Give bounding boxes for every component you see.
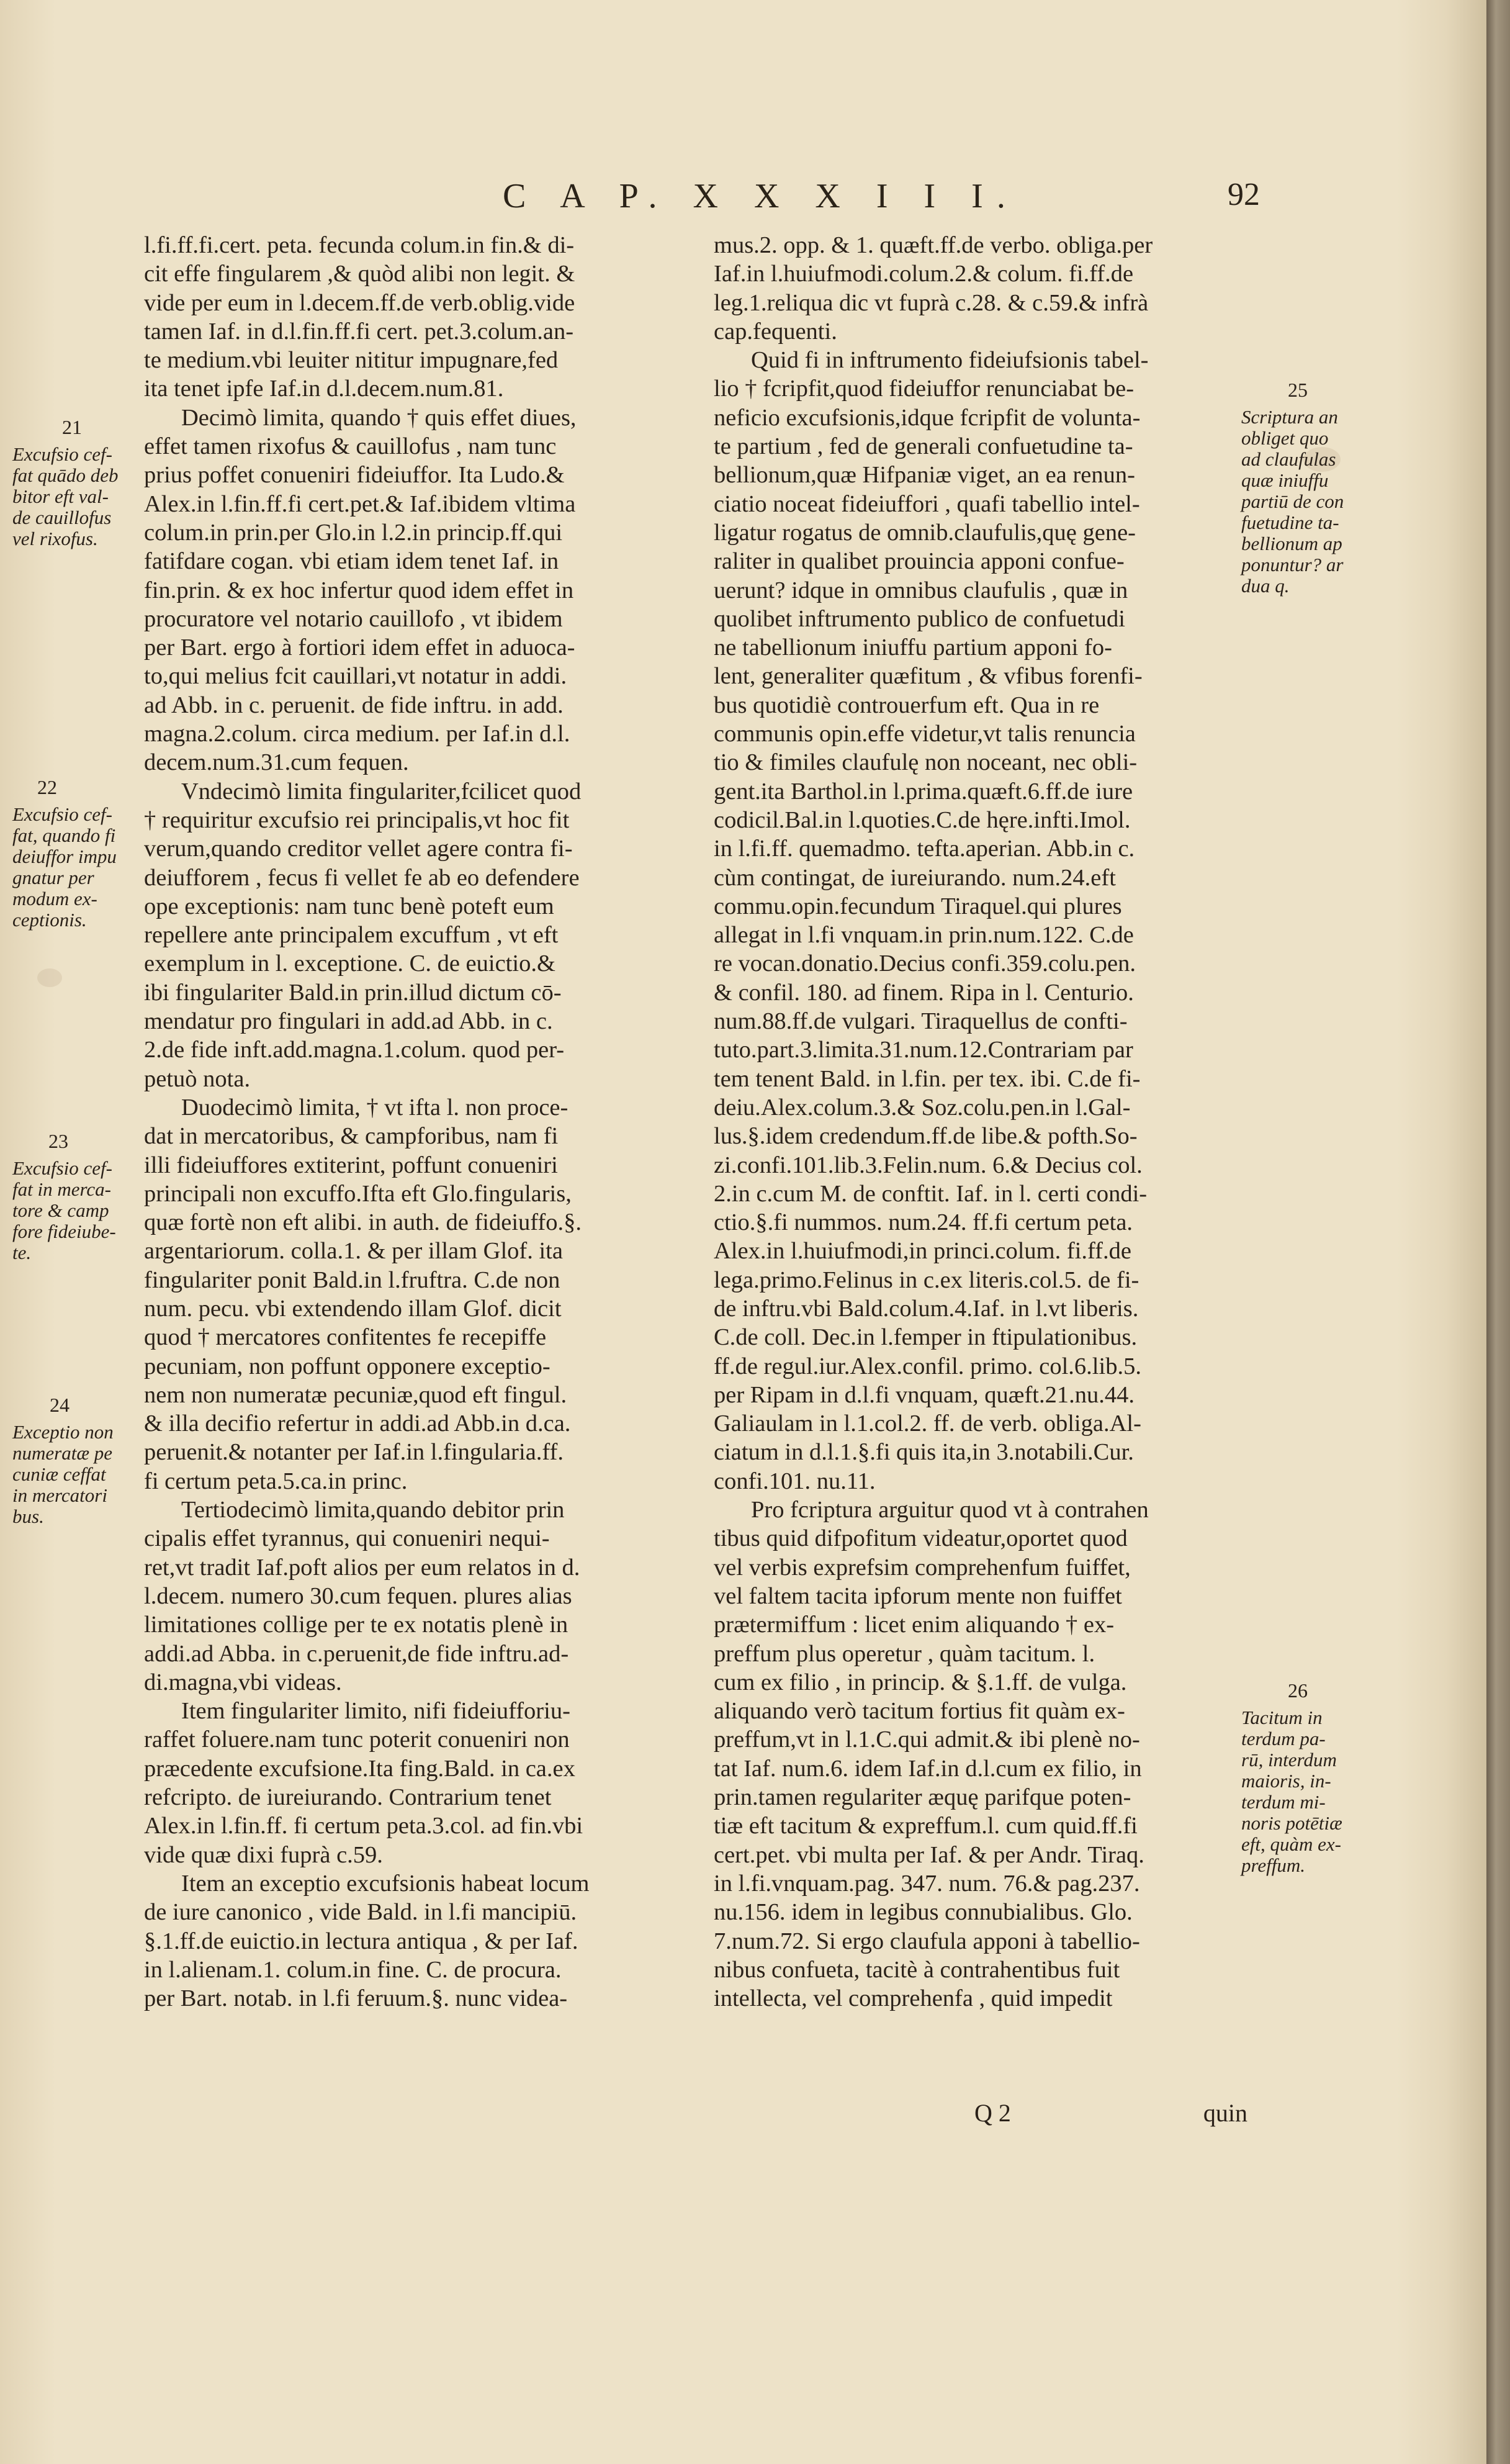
catchword-line (974, 2098, 1247, 2129)
margin-note-line: fat quādo deb (12, 464, 119, 486)
text-line: pecuniam, non poffunt opponere exceptio- (144, 1353, 551, 1379)
text-line: fingulariter ponit Bald.in l.fruftra. C.de non (144, 1266, 560, 1293)
margin-note-line: quæ iniuffu (1241, 469, 1329, 491)
text-line: lent, generaliter quæfitum , & vfibus forenfi- (714, 663, 1143, 690)
text-line: cum ex filio , in princip. & §.1.ff. de vulga. (714, 1669, 1127, 1695)
page-number: 92 (1228, 177, 1260, 212)
text-line: tibus quid difpofitum videatur,oportet quod (714, 1525, 1128, 1552)
margin-note-line: maioris, in- (1241, 1770, 1331, 1792)
text-line: lio † fcripfit,quod fideiuffor renunciabat be- (714, 376, 1135, 402)
catchword: quin (1203, 2099, 1247, 2127)
text-line: leg.1.reliqua dic vt fuprà c.28. & c.59.& infrà (714, 289, 1149, 316)
text-line: 2.de fide inft.add.magna.1.colum. quod per- (144, 1037, 565, 1063)
text-line: exemplum in l. exceptione. C. de euictio.& (144, 950, 555, 977)
margin-note-line: Excufsio cef- (12, 803, 112, 825)
margin-note-line: vel rixofus. (12, 528, 98, 549)
text-line: petuò nota. (144, 1065, 251, 1092)
text-line: tio & fimiles claufulę non noceant, nec obli- (714, 749, 1138, 776)
text-line: tamen Iaf. in d.l.fin.ff.fi cert. pet.3.colum.an- (144, 318, 574, 345)
margin-note-line: dua q. (1241, 575, 1290, 597)
text-line: gent.ita Barthol.in l.prima.quæft.6.ff.de iure (714, 778, 1133, 805)
margin-note-number: 23 (48, 1130, 68, 1152)
text-line: de inftru.vbi Bald.colum.4.Iaf. in l.vt liberis. (714, 1295, 1139, 1322)
text-line: prius poffet conueniri fideiuffor. Ita Ludo.& (144, 462, 565, 489)
text-line: preffum,vt in l.1.C.qui admit.& ibi plenè no- (714, 1726, 1140, 1753)
text-line: bellionum,quæ Hifpaniæ viget, an ea renun- (714, 462, 1135, 489)
text-line: fi certum peta.5.ca.in princ. (144, 1468, 408, 1494)
text-line: prætermiffum : licet enim aliquando † ex- (714, 1612, 1115, 1638)
signature-mark: Q 2 (974, 2099, 1011, 2127)
text-line: † requiritur excufsio rei principalis,vt hoc fit (144, 806, 570, 833)
paper-stain (37, 968, 62, 987)
text-line: preffum plus operetur , quàm tacitum. l. (714, 1640, 1095, 1667)
text-line: num. pecu. vbi extendendo illam Glof. dicit (144, 1295, 562, 1322)
text-line: zi.confi.101.lib.3.Felin.num. 6.& Decius col. (714, 1152, 1143, 1178)
text-line: intellecta, vel comprehenfa , quid impedit (714, 1985, 1113, 2012)
margin-note-line: eft, quàm ex- (1241, 1833, 1341, 1855)
margin-note-line: terdum mi- (1241, 1791, 1326, 1813)
page-edge (1486, 0, 1510, 2464)
text-line: raffet foluere.nam tunc poterit conueniri non (144, 1726, 570, 1753)
text-line: nem non numeratæ pecuniæ,quod eft fingul. (144, 1381, 567, 1408)
text-line: præcedente excufsione.Ita fing.Bald. in ca.ex (144, 1755, 575, 1782)
text-line: lus.§.idem credendum.ff.de libe.& pofth.So- (714, 1123, 1138, 1150)
text-line: quod † mercatores confitentes fe recepiffe (144, 1324, 547, 1351)
text-line: ita tenet ipfe Iaf.in d.l.decem.num.81. (144, 376, 504, 402)
text-line: peruenit.& notanter per Iaf.in l.fingularia.ff. (144, 1439, 564, 1466)
text-line: uerunt? idque in omnibus claufulis , quæ in (714, 577, 1128, 603)
text-line: vide quæ dixi fuprà c.59. (144, 1841, 383, 1868)
text-line: fatifdare cogan. vbi etiam idem tenet Iaf. in (144, 548, 559, 575)
text-line: mendatur pro fingulari in add.ad Abb. in c. (144, 1008, 553, 1035)
text-line: 2.in c.cum M. de conftit. Iaf. in l. certi condi- (714, 1180, 1148, 1207)
text-line: ciatum in d.l.1.§.fi quis ita,in 3.notabili.Cur. (714, 1439, 1134, 1466)
text-line: ret,vt tradit Iaf.poft alios per eum relatos in d. (144, 1554, 580, 1581)
text-line: neficio excufsionis,idque fcripfit de volunta- (714, 404, 1141, 431)
text-line: raliter in qualibet prouincia apponi confue- (714, 548, 1125, 575)
text-line: Galiaulam in l.1.col.2. ff. de verb. obliga.Al- (714, 1410, 1141, 1437)
text-line: & confil. 180. ad finem. Ripa in l. Centurio. (714, 979, 1134, 1006)
margin-note-line: Tacitum in (1241, 1707, 1323, 1728)
running-head (124, 176, 1260, 220)
text-line: num.88.ff.de vulgari. Tiraquellus de confti- (714, 1008, 1128, 1035)
text-line: dat in mercatoribus, & campforibus, nam fi (144, 1123, 559, 1150)
margin-note-line: Excufsio cef- (12, 1157, 112, 1179)
text-line: Iaf.in l.huiufmodi.colum.2.& colum. fi.ff.de (714, 261, 1134, 287)
text-line: per Bart. notab. in l.fi feruum.§. nunc videa- (144, 1985, 568, 2012)
text-line: ctio.§.fi nummos. num.24. ff.fi certum peta. (714, 1209, 1133, 1236)
text-line: repellere ante principalem excuffum , vt eft (144, 922, 559, 949)
text-line: prin.tamen regulariter æquę parifque poten- (714, 1784, 1131, 1811)
margin-note-line: fore fideiube- (12, 1221, 116, 1242)
text-line: cipalis effet tyrannus, qui conueniri nequi- (144, 1525, 550, 1552)
text-line: di.magna,vbi videas. (144, 1669, 342, 1695)
text-line: vide per eum in l.decem.ff.de verb.oblig.vide (144, 289, 575, 316)
text-line: Tertiodecimò limita,quando debitor prin (181, 1497, 565, 1523)
margin-note-line: bellionum ap (1241, 533, 1342, 554)
text-line: to,qui melius fcit cauillari,vt notatur in addi. (144, 663, 567, 690)
text-line: argentariorum. colla.1. & per illam Glof. ita (144, 1238, 563, 1265)
text-line: l.fi.ff.fi.cert. peta. fecunda colum.in fin.& di- (144, 232, 575, 258)
text-line: in l.fi.ff. quemadmo. tefta.aperian. Abb.in c. (714, 836, 1135, 862)
margin-note-line: deiuffor impu (12, 846, 117, 867)
margin-note-line: tore & camp (12, 1199, 109, 1221)
text-line: illi fideiuffores extiterint, poffunt conueniri (144, 1152, 558, 1178)
text-line: deiu.Alex.colum.3.& Soz.colu.pen.in l.Gal- (714, 1094, 1131, 1121)
text-line: Vndecimò limita fingulariter,fcilicet quod (181, 778, 582, 805)
margin-note-line: Excufsio cef- (12, 443, 112, 465)
text-line: limitationes collige per te ex notatis plenè in (144, 1612, 568, 1638)
text-line: 7.num.72. Si ergo claufula apponi à tabellio- (714, 1928, 1140, 1954)
text-line: & illa decifio refertur in addi.ad Abb.in d.ca. (144, 1410, 571, 1437)
text-line: te partium , fed de generali confuetudine ta- (714, 433, 1133, 460)
text-line: communis opin.effe videtur,vt talis renuncia (714, 721, 1136, 747)
text-line: Item fingulariter limito, nifi fideiufforiu- (181, 1698, 570, 1725)
text-line: in l.fi.vnquam.pag. 347. num. 76.& pag.237. (714, 1870, 1140, 1897)
margin-note-line: in mercatori (12, 1484, 107, 1506)
text-line: magna.2.colum. circa medium. per Iaf.in d.l. (144, 721, 570, 747)
margin-note-line: terdum pa- (1241, 1728, 1326, 1749)
text-line: mus.2. opp. & 1. quæft.ff.de verbo. obliga.per (714, 232, 1153, 258)
margin-note-line: preffum. (1241, 1854, 1306, 1876)
margin-note-line: fat in merca- (12, 1178, 111, 1200)
text-line: procuratore vel notario cauillofo , vt ibidem (144, 605, 563, 632)
text-line: confi.101. nu.11. (714, 1468, 876, 1494)
text-line: C.de coll. Dec.in l.femper in ftipulationibus. (714, 1324, 1138, 1351)
margin-note-number: 25 (1288, 379, 1308, 401)
margin-note (12, 804, 117, 931)
text-line: per Bart. ergo à fortiori idem effet in aduoca- (144, 634, 575, 661)
text-line: tem tenent Bald. in l.fin. per tex. ibi. C.de fi- (714, 1065, 1141, 1092)
text-line: colum.in prin.per Glo.in l.2.in princip.ff.qui (144, 519, 563, 546)
margin-note-line: partiū de con (1241, 490, 1344, 512)
text-line: lega.primo.Felinus in c.ex literis.col.5. de fi- (714, 1266, 1139, 1293)
margin-note-number: 22 (37, 776, 57, 798)
text-line: addi.ad Abba. in c.peruenit,de fide inftru.ad- (144, 1640, 569, 1667)
text-line: effet tamen rixofus & cauillofus , nam tunc (144, 433, 557, 460)
margin-note-line: fuetudine ta- (1241, 512, 1339, 533)
margin-note (12, 1422, 114, 1527)
text-line: l.decem. numero 30.cum fequen. plures alias (144, 1582, 572, 1609)
text-line: Pro fcriptura arguitur quod vt à contrahen (751, 1497, 1149, 1523)
margin-note-line: Exceptio non (12, 1421, 114, 1443)
margin-note-line: te. (12, 1242, 32, 1263)
margin-note (12, 444, 119, 549)
margin-note-line: modum ex- (12, 888, 97, 909)
margin-note-number: 24 (50, 1394, 70, 1416)
text-line: commu.opin.fecundum Tiraquel.qui plures (714, 893, 1122, 919)
text-line: ciatio noceat fideiuffori , quafi tabellio intel- (714, 490, 1140, 517)
margin-note-line: fat, quando fi (12, 824, 116, 846)
left-text-column (144, 231, 678, 2013)
margin-note (1241, 407, 1344, 597)
text-line: vel faltem tacita ipforum mente non fuiffet (714, 1582, 1122, 1609)
margin-note-line: gnatur per (12, 867, 94, 888)
text-line: cit effe fingularem ,& quòd alibi non legit. & (144, 261, 575, 287)
margin-note-line: noris potētiæ (1241, 1812, 1342, 1834)
text-line: refcripto. de iureiurando. Contrarium tenet (144, 1784, 552, 1811)
text-line: quæ fortè non eft alibi. in auth. de fideiuffo.§. (144, 1209, 582, 1236)
margin-note-line: numeratæ pe (12, 1442, 113, 1464)
text-line: tat Iaf. num.6. idem Iaf.in d.l.cum ex filio, in (714, 1755, 1142, 1782)
text-line: ibi fingulariter Bald.in prin.illud dictum cō- (144, 979, 562, 1006)
text-line: Duodecimò limita, † vt ifta l. non proce- (181, 1094, 568, 1121)
text-line: tiæ eft tacitum & expreffum.l. cum quid.ff.fi (714, 1813, 1138, 1839)
text-line: te medium.vbi leuiter nititur impugnare,fed (144, 347, 559, 374)
text-line: per Ripam in d.l.fi vnquam, quæft.21.nu.44. (714, 1381, 1135, 1408)
text-line: Decimò limita, quando † quis effet diues, (181, 404, 577, 431)
text-line: codicil.Bal.in l.quoties.C.de hęre.infti.Imol. (714, 806, 1131, 833)
right-text-column (714, 231, 1247, 2013)
margin-note-number: 26 (1288, 1679, 1308, 1702)
text-line: in l.alienam.1. colum.in fine. C. de procura. (144, 1956, 562, 1983)
text-line: Alex.in l.fin.ff.fi cert.pet.& Iaf.ibidem vltima (144, 490, 576, 517)
text-line: cert.pet. vbi multa per Iaf. & per Andr. Tiraq. (714, 1841, 1144, 1868)
margin-note-line: cuniæ ceffat (12, 1463, 106, 1485)
text-line: Item an exceptio excufsionis habeat locum (181, 1870, 590, 1897)
text-line: Alex.in l.huiufmodi,in princi.colum. fi.ff.de (714, 1238, 1131, 1265)
text-line: nibus confueta, tacitè à contrahentibus fuit (714, 1956, 1120, 1983)
text-line: aliquando verò tacitum fortius fit quàm ex- (714, 1698, 1125, 1725)
text-line: allegat in l.fi vnquam.in prin.num.122. C.de (714, 922, 1134, 949)
text-line: fin.prin. & ex hoc infertur quod idem effet in (144, 577, 574, 603)
text-line: quolibet inftrumento publico de confuetudi (714, 605, 1125, 632)
text-line: principali non excuffo.Ifta eft Glo.fingularis, (144, 1180, 572, 1207)
margin-note (12, 1158, 116, 1263)
text-line: cap.fequenti. (714, 318, 837, 345)
text-line: ff.de regul.iur.Alex.confil. primo. col.6.lib.5. (714, 1353, 1141, 1379)
margin-note-line: ponuntur? ar (1241, 554, 1344, 575)
margin-note-line: rū, interdum (1241, 1749, 1337, 1771)
text-line: Alex.in l.fin.ff. fi certum peta.3.col. ad fin.vbi (144, 1813, 583, 1839)
text-line: cùm contingat, de iureiurando. num.24.eft (714, 864, 1116, 891)
text-line: ne tabellionum iniuffu partium apponi fo- (714, 634, 1112, 661)
margin-note-line: bus. (12, 1505, 44, 1527)
text-line: de iure canonico , vide Bald. in l.fi mancipiū. (144, 1899, 577, 1926)
text-line: deiufforem , fecus fi vellet fe ab eo defendere (144, 864, 580, 891)
chapter-heading: C A P. X X X I I I. (503, 177, 1019, 215)
margin-note (1241, 1707, 1342, 1876)
text-line: vel verbis exprefsim comprehenfum fuiffet, (714, 1554, 1131, 1581)
text-line: bus quotidiè controuerfum eft. Qua in re (714, 692, 1100, 718)
text-line: tuto.part.3.limita.31.num.12.Contrariam par (714, 1037, 1133, 1063)
text-line: ligatur rogatus de omnib.claufulis,quę gene- (714, 519, 1136, 546)
text-line: nu.156. idem in legibus connubialibus. Glo. (714, 1899, 1133, 1926)
text-line: verum,quando creditor vellet agere contra fi- (144, 836, 573, 862)
text-line: re vocan.donatio.Decius confi.359.colu.pen. (714, 950, 1136, 977)
text-line: Quid fi in inftrumento fideiufsionis tabel- (751, 347, 1149, 374)
margin-note-number: 21 (62, 416, 82, 438)
text-line: ad Abb. in c. peruenit. de fide inftru. in add. (144, 692, 564, 718)
margin-note-line: Scriptura an (1241, 406, 1338, 428)
margin-note-line: obliget quo (1241, 427, 1329, 449)
margin-note-line: bitor eft val- (12, 485, 109, 507)
text-line: §.1.ff.de euictio.in lectura antiqua , & per Iaf. (144, 1928, 578, 1954)
margin-note-line: ad claufulas (1241, 448, 1336, 470)
margin-note-line: ceptionis. (12, 909, 87, 931)
margin-note-line: de cauillofus (12, 507, 112, 528)
text-line: ope exceptionis: nam tunc benè poteft eum (144, 893, 554, 919)
text-line: decem.num.31.cum fequen. (144, 749, 409, 776)
